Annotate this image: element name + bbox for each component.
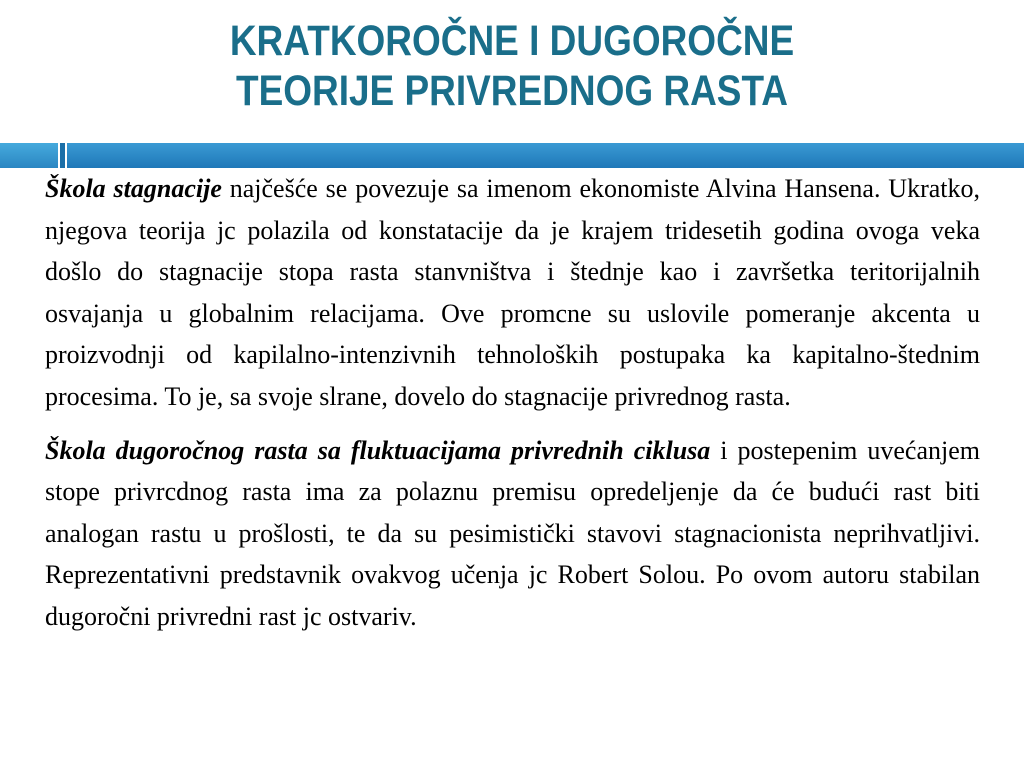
slide-title: [72, 16, 953, 116]
paragraph-long-term-growth-school: [45, 430, 980, 638]
title-line-2: TEORIJE PRIVREDNOG RASTA: [235, 67, 789, 115]
accent-bar-divider: [60, 143, 65, 168]
title-line-1: KRATKOROČNE I DUGOROČNE: [229, 17, 795, 65]
paragraph-text: najčešće se povezuje sa imenom ekonomiste Alvina Hansena. Ukratko, njegova teorija jc polazila od konstatacije da je krajem tridesetih godina ovoga veka došlo do stagnacije stopa rasta stanvništva i štednje kao i završetka teritorijalnih osvajanja u globalnim relacijama. Ove promcne su uslovile pomeranje akcenta u proizvodnji od kapilalno-intenzivnih tehnoloških postupaka ka kapitalno-štednim procesima. To je, sa svoje slrane, dovelo do stagnacije privrednog rasta.: [45, 174, 981, 411]
paragraph-term: Škola dugoročnog rasta sa fluktuacijama privrednih ciklusa: [45, 435, 711, 465]
paragraph-text: i postepenim uvećanjem stope privrcdnog rasta ima za polaznu premisu opredeljenje da će budući rast biti analogan rastu u prošlosti, te da su pesimistički stavovi stagnacionista neprihvatljivi. Reprezentativni predstavnik ovakvog učenja jc Robert Solou. Po ovom autoru stabilan dugoročni privredni rast jc ostvariv.: [45, 435, 981, 631]
paragraph-stagnation-school: [45, 168, 980, 418]
accent-bar-main: [67, 143, 1024, 168]
accent-bar-left: [0, 143, 58, 168]
paragraph-term: Škola stagnacije: [45, 174, 222, 203]
slide-body: [45, 168, 980, 650]
